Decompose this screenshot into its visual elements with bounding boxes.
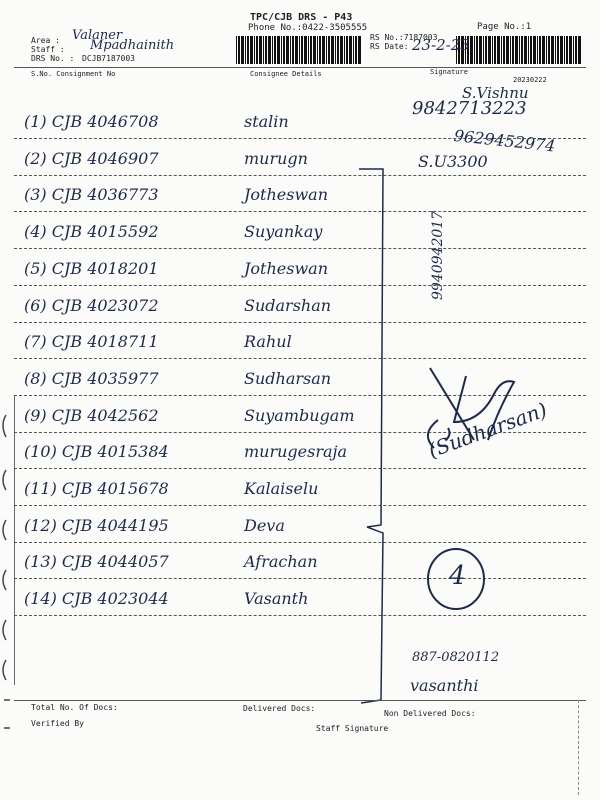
footer-rule [14, 700, 586, 701]
consignment-number: (2) CJB 4046907 [24, 148, 159, 168]
bracket-mark [355, 165, 395, 710]
total-docs-label: Total No. Of Docs: [31, 703, 118, 712]
row-rule [14, 175, 586, 176]
scan-border-line [14, 395, 15, 685]
scan-margin-line [578, 700, 579, 795]
row-rule [14, 322, 586, 323]
consignee-name: Suyambugam [244, 405, 355, 425]
consignment-number: (7) CJB 4018711 [24, 332, 159, 352]
consignee-name: Afrachan [244, 552, 318, 572]
sign-bottom-name: vasanthi [410, 676, 479, 695]
verified-by-label: Verified By [31, 719, 84, 728]
consignment-number: (1) CJB 4046708 [24, 112, 159, 131]
row-rule [14, 211, 586, 212]
document-title: TPC/CJB DRS - P43 [250, 12, 353, 23]
sign-vertical-number: 9940942017 [430, 210, 446, 300]
consignee-name: Sudarshan [244, 295, 332, 315]
staff-handwritten: Mpadhainith [90, 38, 175, 53]
row-rule [14, 248, 586, 249]
scan-edge-artifact [0, 0, 14, 800]
rs-number: RS No.:7187003 [370, 33, 438, 42]
delivered-docs-label: Delivered Docs: [243, 704, 316, 713]
consignee-name: Vasanth [244, 589, 309, 609]
barcode-left [236, 36, 364, 64]
header-rule [14, 67, 586, 68]
sign-name-big: (Sudharsan) [425, 397, 551, 463]
consignment-number: (5) CJB 4018201 [24, 258, 159, 278]
row-rule [14, 615, 586, 616]
circled-number: 4 [449, 561, 466, 591]
consignee-name: Jotheswan [244, 258, 328, 278]
col-consignee: Consignee Details [250, 70, 322, 78]
sign-phone-2: 9629452974 [453, 126, 557, 156]
page-number: Page No.:1 [477, 22, 532, 32]
row-rule [14, 542, 586, 543]
consignee-name: Suyankay [244, 222, 323, 242]
consignee-name: stalin [244, 112, 289, 131]
staff-signature-label: Staff Signature [316, 724, 389, 733]
rs-date-handwritten: 23-2-23 [412, 36, 470, 54]
consignment-number: (3) CJB 4036773 [24, 185, 159, 205]
row-rule [14, 578, 586, 579]
staff-label: Staff : [31, 45, 65, 54]
sign-code: S.U3300 [418, 152, 488, 171]
row-rule [14, 468, 586, 469]
consignment-number: (10) CJB 4015384 [24, 442, 169, 462]
consignee-name: Deva [244, 515, 285, 535]
non-delivered-docs-label: Non Delivered Docs: [384, 709, 476, 718]
row-rule [14, 358, 586, 359]
consignee-name: Sudharsan [244, 368, 332, 388]
row-rule [14, 505, 586, 506]
consignment-number: (11) CJB 4015678 [24, 479, 169, 498]
drs-number: DCJB7187003 [82, 54, 135, 63]
consignment-number: (14) CJB 4023044 [24, 589, 169, 609]
sign-bottom-phone: 887-0820112 [412, 650, 500, 665]
rs-date-label: RS Date: [370, 42, 409, 51]
row-rule [14, 285, 586, 286]
col-date-code: 20230222 [513, 76, 547, 84]
consignee-name: Jotheswan [244, 185, 328, 205]
consignment-number: (6) CJB 4023072 [24, 295, 159, 315]
sign-phone-1: 9842713223 [412, 98, 527, 119]
consignee-name: murugesraja [244, 442, 348, 462]
consignment-number: (4) CJB 4015592 [24, 222, 159, 242]
consignee-name: Rahul [244, 332, 292, 352]
area-label: Area : [31, 36, 60, 45]
sign-name-top: S.Vishnu [462, 84, 529, 102]
phone-number: Phone No.:0422-3505555 [248, 23, 368, 33]
area-handwritten: Valaner [72, 28, 123, 43]
consignee-name: Kalaiselu [244, 479, 319, 498]
consignment-number: (9) CJB 4042562 [24, 405, 159, 425]
col-signature: Signature [430, 68, 468, 76]
consignment-number: (12) CJB 4044195 [24, 515, 169, 535]
col-sno-consignment: S.No. Consignment No [31, 70, 116, 78]
barcode-right [456, 36, 584, 64]
drs-label: DRS No. : [31, 54, 75, 63]
consignment-number: (8) CJB 4035977 [24, 368, 159, 388]
consignee-name: murugn [244, 148, 308, 168]
consignment-number: (13) CJB 4044057 [24, 552, 169, 572]
